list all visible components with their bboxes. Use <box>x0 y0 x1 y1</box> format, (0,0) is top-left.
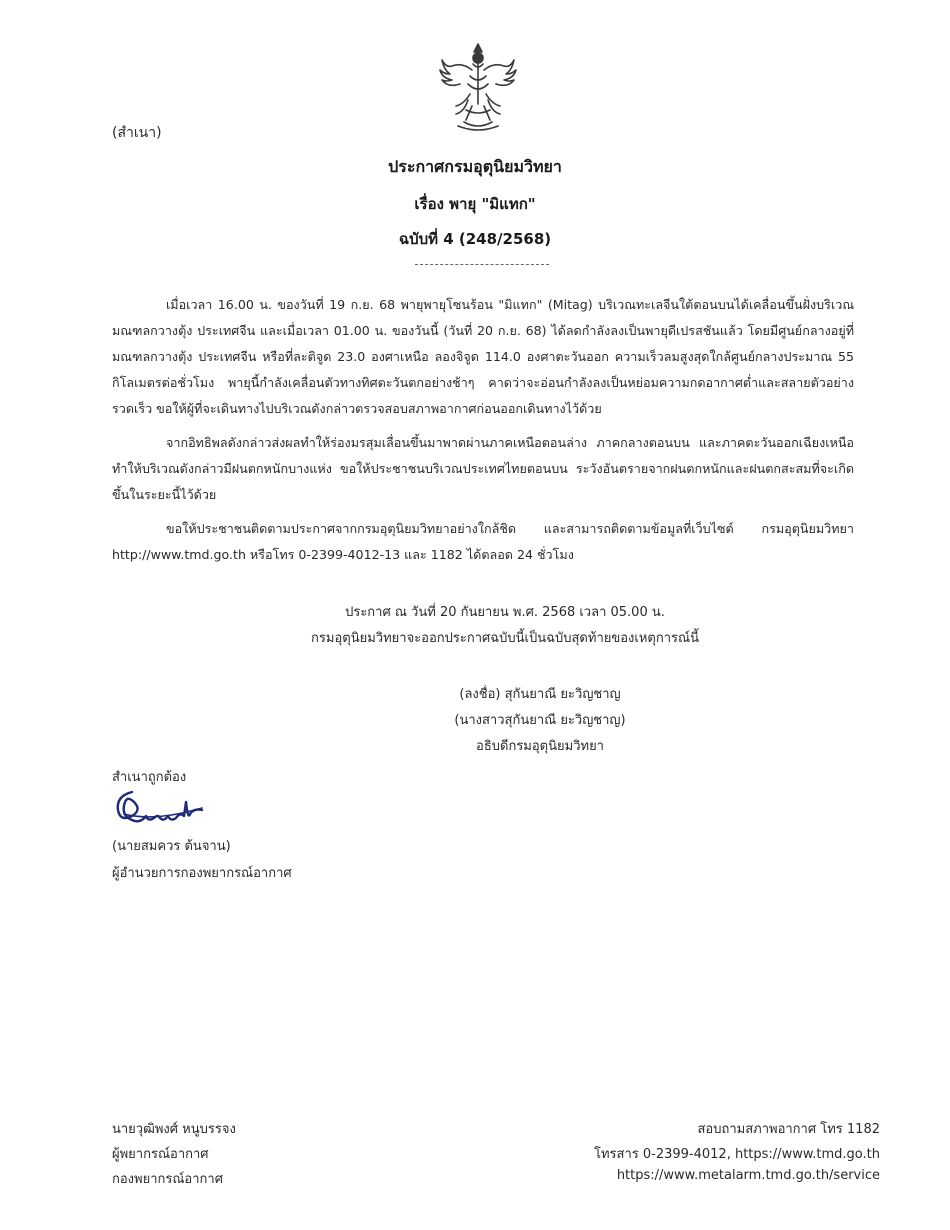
footer-left-line-3: กองพยากรณ์อากาศ <box>112 1172 223 1187</box>
signer-full-name: (นางสาวสุกันยาณี ยะวิญชาญ) <box>454 713 626 728</box>
paragraph-text: เมื่อเวลา 16.00 น. ของวันที่ 19 ก.ย. 68 พายุพายุโซนร้อน "มิแทก" (Mitag) บริเวณทะเลจีนใต้ตอนบนได้เคลื่อนขึ้นฝั่งบริเวณมณฑลกวางตุ้ง ประเทศจีน และเมื่อเวลา 01.00 น. ของวันนี้ (วันที่ 20 ก.ย. 68) ได้ลดกำลังลงเป็นพายุดีเปรสชันแล้ว โดยมีศูนย์กลางอยู่ที่มณฑลกวางตุ้ง ประเทศจีน หรือที่ละติจูด 23.0 องศาเหนือ ลองจิจูด 114.0 องศาตะวันออก ความเร็วลมสูงสุดใกล้ศูนย์กลางประมาณ 55 กิโลเมตรต่อชั่วโมง พายุนี้กำลังเคลื่อนตัวทางทิศตะวันตกอย่างช้าๆ คาดว่าจะอ่อนกำลังลงเป็นหย่อมความกดอากาศต่ำและสลายตัวอย่างรวดเร็ว ขอให้ผู้ที่จะเดินทางไปบริเวณดังกล่าวตรวจสอบสภาพอากาศก่อนออกเดินทางไว้ด้วย <box>112 297 854 416</box>
body-paragraph-1 <box>112 292 854 422</box>
title-divider <box>415 264 549 265</box>
handwritten-signature-icon <box>110 784 220 828</box>
footer-left-line-1: นายวุฒิพงศ์ หนูบรรจง <box>112 1122 236 1137</box>
paragraph-text: ขอให้ประชาชนติดตามประกาศจากกรมอุตุนิยมวิทยาอย่างใกล้ชิด และสามารถติดตามข้อมูลที่เว็บไซต์ กรมอุตุนิยมวิทยา http://www.tmd.go.th หรือโทร 0-2399-4012-13 และ 1182 ได้ตลอด 24 ชั่วโมง <box>112 521 854 562</box>
body-paragraph-3 <box>112 516 854 568</box>
footer-left-line-2: ผู้พยากรณ์อากาศ <box>112 1147 209 1162</box>
footer-contact-fax: โทรสาร 0-2399-4012, https://www.tmd.go.th <box>594 1147 880 1162</box>
footer-contact-url: https://www.metalarm.tmd.go.th/service <box>616 1168 880 1183</box>
certification-label: สำเนาถูกต้อง <box>112 770 187 785</box>
paragraph-text: จากอิทธิพลดังกล่าวส่งผลทำให้ร่องมรสุมเลื่อนขึ้นมาพาดผ่านภาคเหนือตอนล่าง ภาคกลางตอนบน และภาคตะวันออกเฉียงเหนือ ทำให้บริเวณดังกล่าวมีฝนตกหนักบางแห่ง ขอให้ประชาชนบริเวณประเทศไทยตอนบน ระวังอันตรายจากฝนตกหนักและฝนตกสะสมที่จะเกิดขึ้นในระยะนี้ไว้ด้วย <box>112 435 854 502</box>
subject-line: เรื่อง พายุ "มิแทก" <box>414 195 536 213</box>
certifier-position: ผู้อำนวยการกองพยากรณ์อากาศ <box>112 866 292 881</box>
footer-contact-phone: สอบถามสภาพอากาศ โทร 1182 <box>697 1122 880 1137</box>
issue-number: ฉบับที่ 4 (248/2568) <box>398 230 552 248</box>
page-title: ประกาศกรมอุตุนิยมวิทยา <box>388 157 562 176</box>
final-note: กรมอุตุนิยมวิทยาจะออกประกาศฉบับนี้เป็นฉบับสุดท้ายของเหตุการณ์นี้ <box>311 631 699 646</box>
garuda-emblem-icon <box>428 36 528 136</box>
signer-position: อธิบดีกรมอุตุนิยมวิทยา <box>476 739 604 754</box>
signer-signed: (ลงชื่อ) สุกันยาณี ยะวิญชาญ <box>459 687 621 702</box>
copy-label: (สำเนา) <box>112 125 162 141</box>
body-paragraph-2 <box>112 430 854 508</box>
certifier-name: (นายสมควร ต้นจาน) <box>112 839 231 854</box>
announcement-date: ประกาศ ณ วันที่ 20 กันยายน พ.ศ. 2568 เวลา 05.00 น. <box>345 605 665 620</box>
